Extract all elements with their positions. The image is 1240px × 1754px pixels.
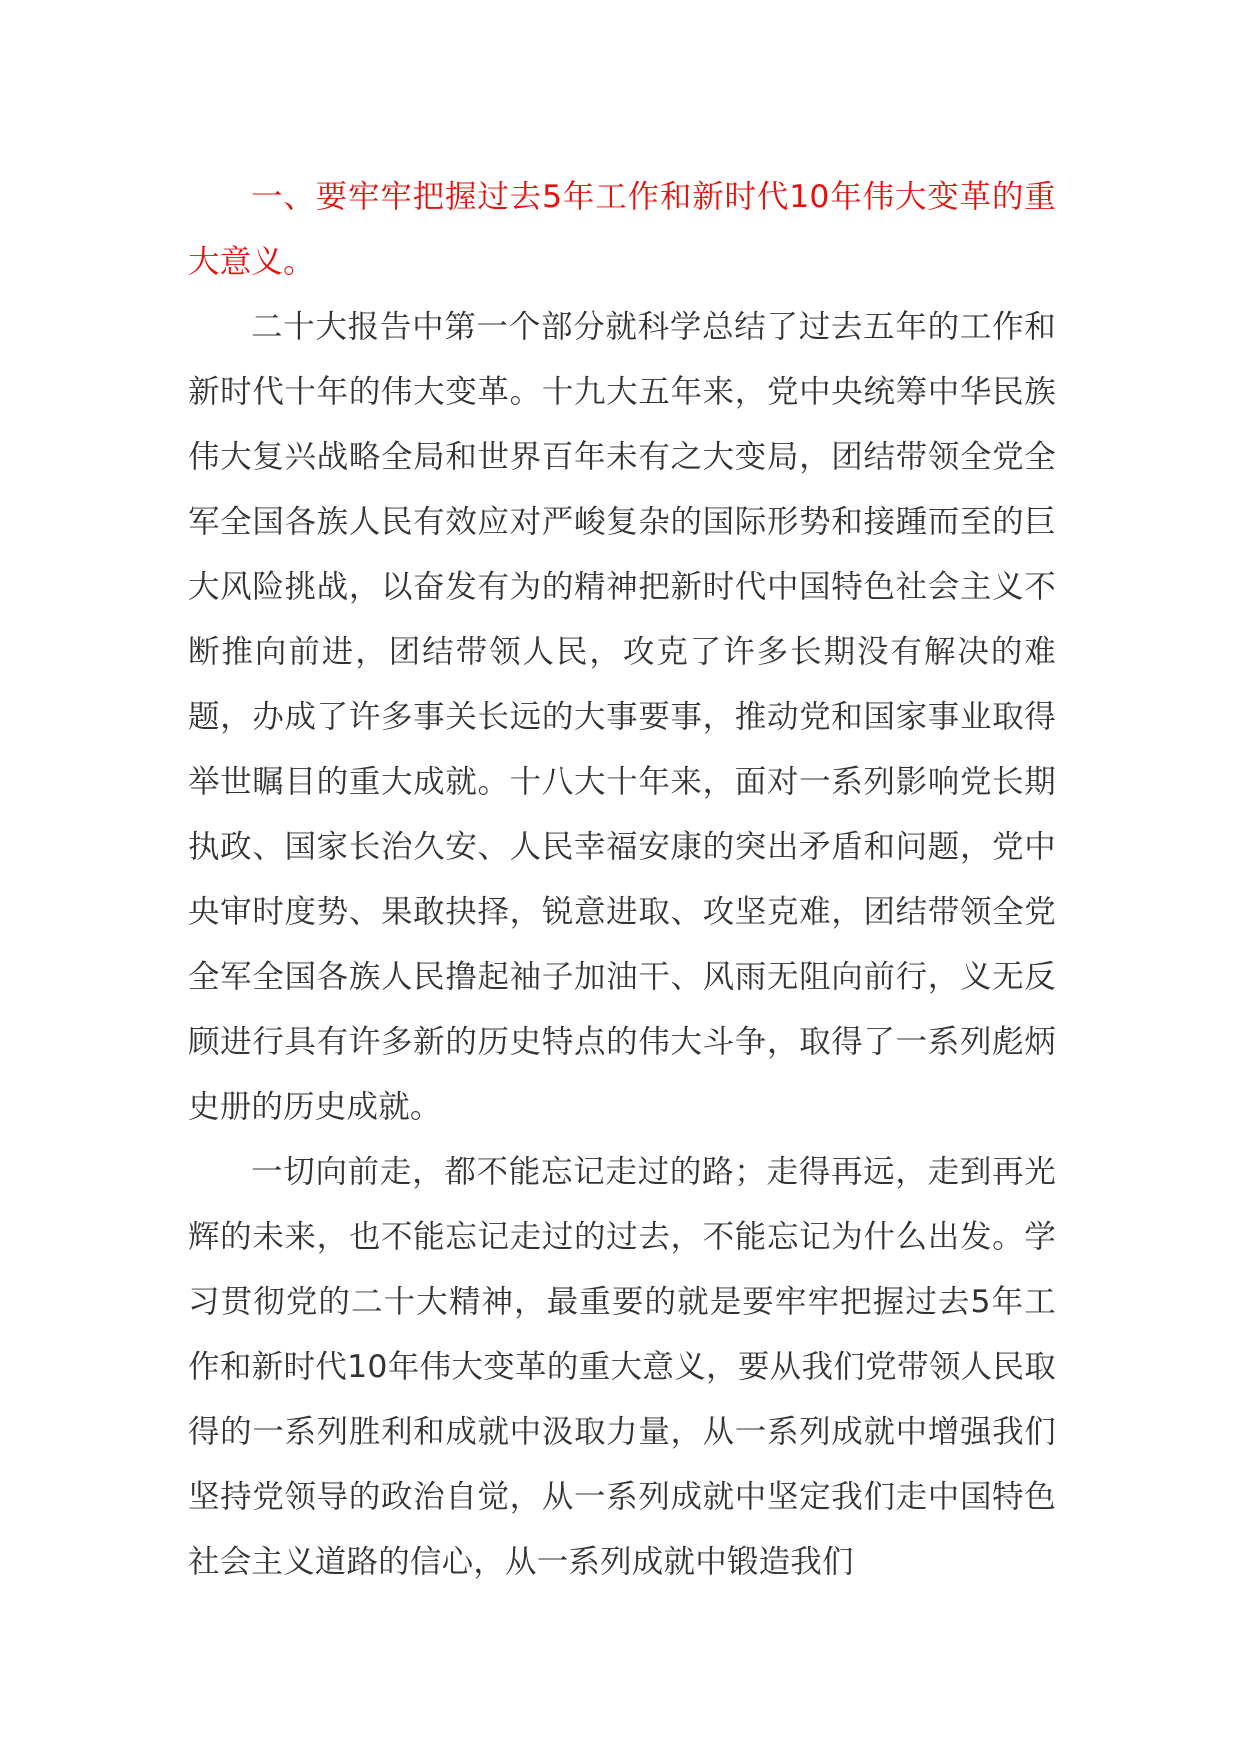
- section-heading: 一、要牢牢把握过去5年工作和新时代10年伟大变革的重大意义。: [188, 179, 1056, 280]
- paragraph-2: 一切向前走，都不能忘记走过的路；走得再远，走到再光辉的未来，也不能忘记走过的过去，不能忘记为什么出发。学习贯彻党的二十大精神，最重要的就是要牢牢把握过去5年工作和新时代10年伟大变革的重大意义，要从我们党带领人民取得的一系列胜利和成就中汲取力量，从一系列成就中增强我们坚持党领导的政治自觉，从一系列成就中坚定我们走中国特色社会主义道路的信心，从一系列成就中锻造我们: [188, 1154, 1056, 1580]
- document-body: [188, 165, 1056, 1595]
- paragraph-1: 二十大报告中第一个部分就科学总结了过去五年的工作和新时代十年的伟大变革。十九大五年来，党中央统筹中华民族伟大复兴战略全局和世界百年未有之大变局，团结带领全党全军全国各族人民有效应对严峻复杂的国际形势和接踵而至的巨大风险挑战，以奋发有为的精神把新时代中国特色社会主义不断推向前进，团结带领人民，攻克了许多长期没有解决的难题，办成了许多事关长远的大事要事，推动党和国家事业取得举世瞩目的重大成就。十八大十年来，面对一系列影响党长期执政、国家长治久安、人民幸福安康的突出矛盾和问题，党中央审时度势、果敢抉择，锐意进取、攻坚克难，团结带领全党全军全国各族人民撸起袖子加油干、风雨无阻向前行，义无反顾进行具有许多新的历史特点的伟大斗争，取得了一系列彪炳史册的历史成就。: [188, 309, 1056, 1125]
